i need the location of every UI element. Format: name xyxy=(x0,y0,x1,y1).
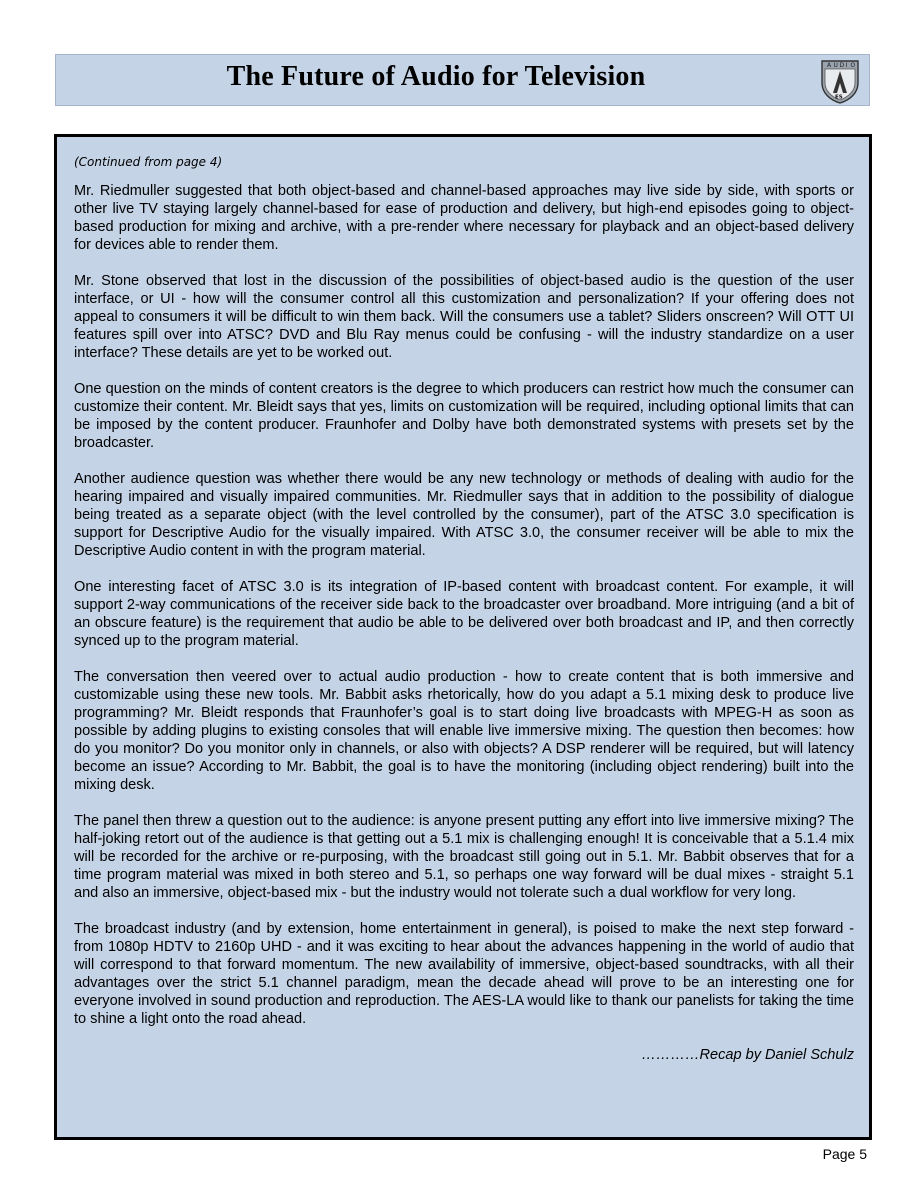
logo-es-text: ES xyxy=(835,94,843,101)
logo-letter-d: D xyxy=(839,62,845,69)
logo-letter-i: I xyxy=(845,62,848,69)
article-paragraph: The conversation then veered over to actual audio production - how to create content that is both immersive and customizable using these new tools. Mr. Babbit asks rhetorically, how do you adapt a 5.1 mixing desk to produce live programming? Mr. Bleidt responds that Fraunhofer’s goal is to start doing live broadcasts with MPEG-H as soon as possible by adding plugins to existing consoles that will enable live immersive mixing. The question then becomes: how do you monitor? Do you monitor only in channels, or also with objects? A DSP renderer will be required, but will latency become an issue? According to Mr. Babbit, the goal is to have the monitoring (including object rendering) built into the mixing desk. xyxy=(74,669,854,793)
article-content xyxy=(74,153,854,1064)
page-header xyxy=(55,54,870,106)
article-paragraph: Mr. Riedmuller suggested that both object-based and channel-based approaches may live side by side, with sports or other live TV staying largely channel-based for ease of production and delivery, but high-end episodes going to object-based production for mixing and archive, with a pre-render where necessary for playback and an object-based delivery for devices able to render them. xyxy=(74,183,854,253)
logo-letter-o: O xyxy=(850,62,856,69)
logo-letter-a: A xyxy=(827,62,832,69)
logo-letter-u: U xyxy=(833,62,838,69)
article-paragraph: One interesting facet of ATSC 3.0 is its integration of IP-based content with broadcast content. For example, it will support 2-way communications of the receiver side back to the broadcaster over broadband. More intriguing (and a bit of an obscure feature) is the requirement that audio be able to be delivered over both broadcast and IP, and then correctly synced up to the program material. xyxy=(74,579,854,649)
recap-byline: …………Recap by Daniel Schulz xyxy=(641,1047,854,1063)
page-number: Page 5 xyxy=(822,1146,867,1162)
article-paragraph: The panel then threw a question out to the audience: is anyone present putting any effort into live immersive mixing? The half-joking retort out of the audience is that getting out a 5.1 mix is challenging enough! It is conceivable that a 5.1.4 mix will be recorded for the archive or re-purposing, with the broadcast still going out in 5.1. Mr. Babbit observes that for a time program material was mixed in both stereo and 5.1, so perhaps one way forward will be dual mixes - straight 5.1 and also an immersive, object-based mix - but the industry would not tolerate such a dual workflow for very long. xyxy=(74,813,854,901)
article-paragraph: Mr. Stone observed that lost in the discussion of the possibilities of object-based audio is the question of the user interface, or UI - how will the consumer control all this customization and personalization? If your offering does not appeal to consumers it will be difficult to win them back. Will the consumers use a tablet? Sliders onscreen? Will OTT UI features spill over into ATSC? DVD and Blu Ray menus could be confusing - will the industry standardize on a user interface? These details are yet to be worked out. xyxy=(74,273,854,361)
page-title: The Future of Audio for Television xyxy=(226,61,646,92)
article-paragraph: One question on the minds of content creators is the degree to which producers can restrict how much the consumer can customize their content. Mr. Bleidt says that yes, limits on customization will be required, including optional limits that can be imposed by the content producer. Fraunhofer and Dolby have both demonstrated systems with presets set by the broadcaster. xyxy=(74,381,854,451)
article-box xyxy=(54,134,872,1140)
continued-note: (Continued from page 4) xyxy=(74,155,223,169)
aes-logo-icon xyxy=(816,57,864,105)
article-paragraph: Another audience question was whether there would be any new technology or methods of dealing with audio for the hearing impaired and visually impaired communities. Mr. Riedmuller says that in addition to the possibility of dialogue being treated as a separate object (with the level controlled by the consumer), part of the ATSC 3.0 specification is support for Descriptive Audio for the visually impaired. With ATSC 3.0, the consumer receiver will be able to mix the Descriptive Audio content in with the program material. xyxy=(74,471,854,559)
article-paragraph: The broadcast industry (and by extension, home entertainment in general), is poised to make the next step forward - from 1080p HDTV to 2160p UHD - and it was exciting to hear about the advances happening in the world of audio that will correspond to that forward momentum. The new availability of immersive, object-based soundtracks, with all their advantages over the strict 5.1 channel paradigm, mean the decade ahead will prove to be an interesting one for everyone involved in sound production and reproduction. The AES-LA would like to thank our panelists for taking the time to shine a light onto the road ahead. xyxy=(74,921,854,1027)
